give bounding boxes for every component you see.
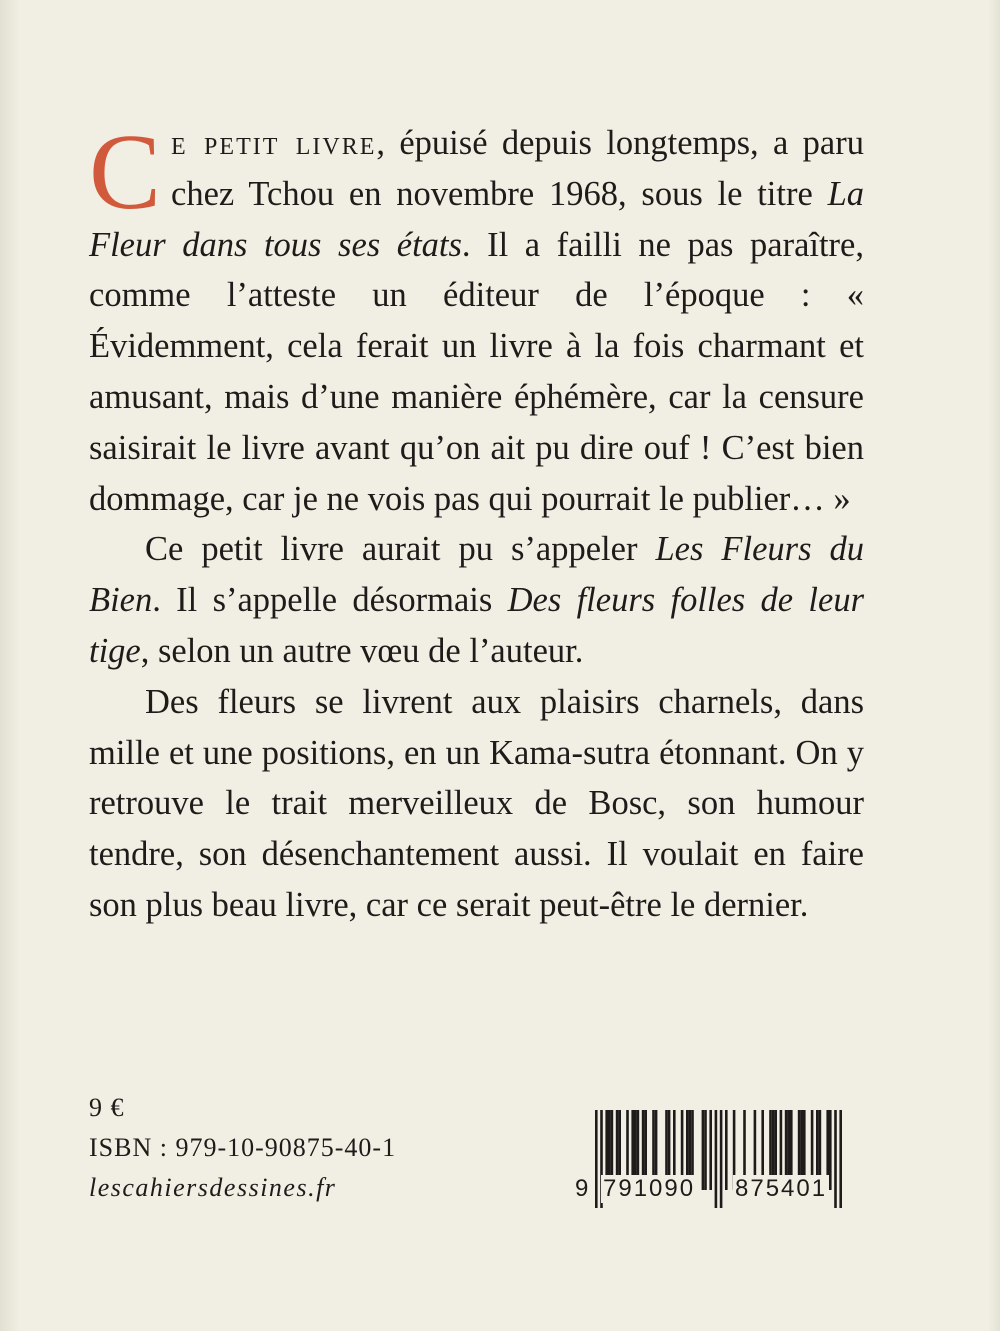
barcode-digits-left: 791090: [603, 1175, 696, 1202]
barcode-digit-first: 9: [575, 1175, 589, 1202]
blurb-paragraph-1: [89, 113, 864, 524]
current-title: Des fleurs folles de leur tige: [89, 581, 864, 670]
back-cover-blurb: [89, 113, 865, 931]
alt-title: Les Fleurs du Bien: [89, 530, 865, 620]
blurb-p2-text-c: , selon un autre vœu de l’auteur.: [140, 631, 584, 670]
publication-info: [89, 1088, 396, 1208]
blurb-p2-text-a: Ce petit livre aurait pu s’appeler: [145, 530, 656, 569]
price: 9 €: [89, 1093, 125, 1122]
blurb-p1-text-b: . Il a failli ne pas paraître, comme l’atteste un éditeur de l’époque : « Évidemment, cela ferait un livre à la fois charmant et amusant, mais d’une manière éphémère, car la censure saisirait le livre avant qu’on ait pu dire ouf ! C’est bien dommage, car je ne vois pas qui pourrait le publier… »: [89, 225, 864, 518]
barcode-digits-right: 875401: [735, 1175, 828, 1202]
publisher-website[interactable]: lescahiersdessines.fr: [89, 1173, 337, 1202]
blurb-paragraph-3: [89, 677, 864, 931]
original-title: La Fleur dans tous ses états: [89, 174, 864, 264]
blurb-p2-text-b: . Il s’appelle désormais: [152, 581, 508, 620]
drop-cap: C: [89, 113, 162, 232]
blurb-paragraph-2: [89, 524, 864, 676]
blurb-p1-text-a: , épuisé depuis longtemps, a paru chez Tchou en novembre 1968, sous le titre: [171, 124, 864, 213]
edge-shadow: [988, 0, 1000, 1331]
spine-shadow: [0, 0, 20, 1331]
opening-small-caps: e petit livre: [171, 124, 377, 162]
isbn: ISBN : 979-10-90875-40-1: [89, 1133, 397, 1162]
blurb-p3-text: Des fleurs se livrent aux plaisirs charnels, dans mille et une positions, en un Kama-sutra étonnant. On y retrouve le trait merveilleux de Bosc, son humour tendre, son désenchantement aussi. Il voulait en faire son plus beau livre, car ce serait peut-être le dernier.: [89, 682, 864, 924]
barcode-digits: [575, 1175, 855, 1215]
